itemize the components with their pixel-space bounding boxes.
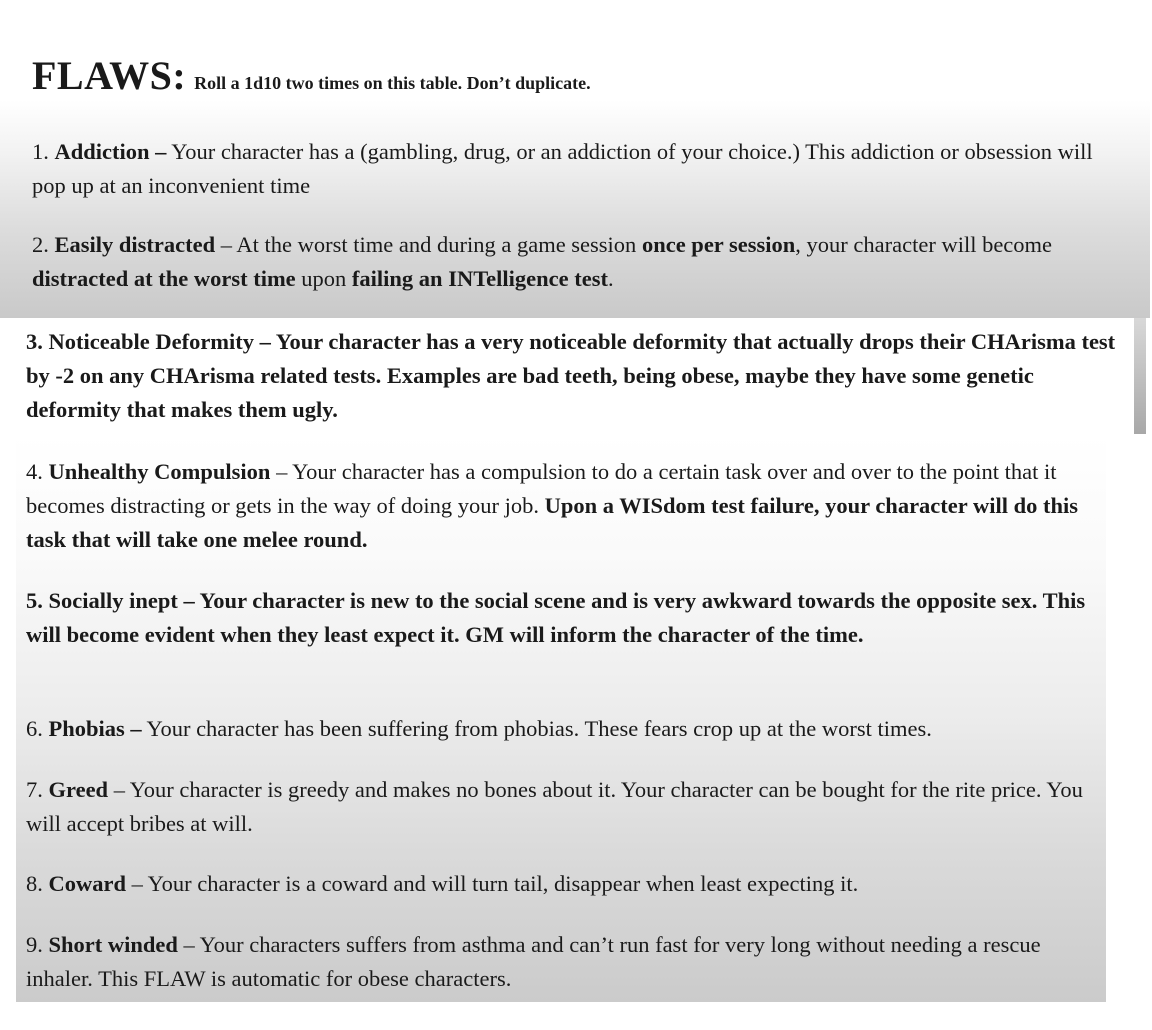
flaw-description: – Your character is greedy and makes no bones about it. Your character can be bought for the rite price. You will accept bribes at will. [26,777,1083,836]
flaw-item-5 [26,584,1096,652]
section-edge-shadow [1134,318,1146,434]
flaw-number: 8. [26,871,43,896]
flaw-description: – Your characters suffers from asthma and can’t run fast for very long without needing a rescue inhaler. This FLAW is automatic for obese characters. [26,932,1041,991]
flaw-name: Unhealthy Compulsion [48,459,271,484]
flaw-description: , your character will become [795,232,1053,257]
page-header [32,52,591,99]
flaw-description: Your character has a (gambling, drug, or an addiction of your choice.) This addiction or obsession will pop up at an inconvenient time [32,139,1093,198]
flaw-item-6 [26,712,1096,746]
flaw-description: – Your character has a very noticeable deformity that actually drops their CHArisma test by -2 on any CHArisma related tests. Examples are bad teeth, being obese, maybe they have some genetic deformity that makes them ugly. [26,329,1116,422]
flaw-description: – Your character has a compulsion to do a certain task over and over to the point that it becomes distracting or gets in the way of doing your job. [26,459,1057,518]
flaw-number: 9. [26,932,43,957]
flaw-name: Socially inept [48,588,178,613]
flaw-name: Short winded [48,932,178,957]
flaw-description: . [607,266,614,291]
flaw-number: 4. [26,459,43,484]
flaw-number: 6. [26,716,43,741]
flaw-item-1 [32,135,1122,203]
flaw-item-7 [26,773,1096,841]
flaw-emphasis: failing an INTelligence test [351,266,608,291]
flaw-item-4 [26,455,1096,557]
flaw-description: – Your character is new to the social scene and is very awkward towards the opposite sex. This will become evident when they least expect it. GM will inform the character of the time. [26,588,1086,647]
page-subtitle: Roll a 1d10 two times on this table. Don’t duplicate. [194,73,591,93]
flaw-name: Coward [48,871,126,896]
flaw-emphasis: distracted at the worst time [32,266,296,291]
flaw-name: Phobias – [48,716,142,741]
flaw-name: Greed [48,777,109,802]
flaw-number: 7. [26,777,43,802]
flaw-name: Addiction – [54,139,167,164]
flaw-description: – At the worst time and during a game session [220,232,637,257]
flaw-number: 1. [32,139,49,164]
flaw-name: Easily distracted [54,232,216,257]
flaw-number: 2. [32,232,49,257]
flaw-item-2 [32,228,1122,296]
flaw-description: upon [301,266,347,291]
flaw-description: Your character has been suffering from phobias. These fears crop up at the worst times. [146,716,932,741]
flaw-number: 5. [26,588,43,613]
flaw-item-8 [26,867,1096,901]
flaw-name: Noticeable Deformity [48,329,255,354]
flaw-emphasis: Upon a WISdom test failure, your character will do this task that will take one melee round. [26,493,1079,552]
flaw-item-3 [26,325,1126,427]
flaw-number: 3. [26,329,43,354]
flaw-item-9 [26,928,1086,996]
flaw-emphasis: once per session [641,232,796,257]
flaw-description: – Your character is a coward and will turn tail, disappear when least expecting it. [131,871,859,896]
page-title: FLAWS: [32,53,187,98]
